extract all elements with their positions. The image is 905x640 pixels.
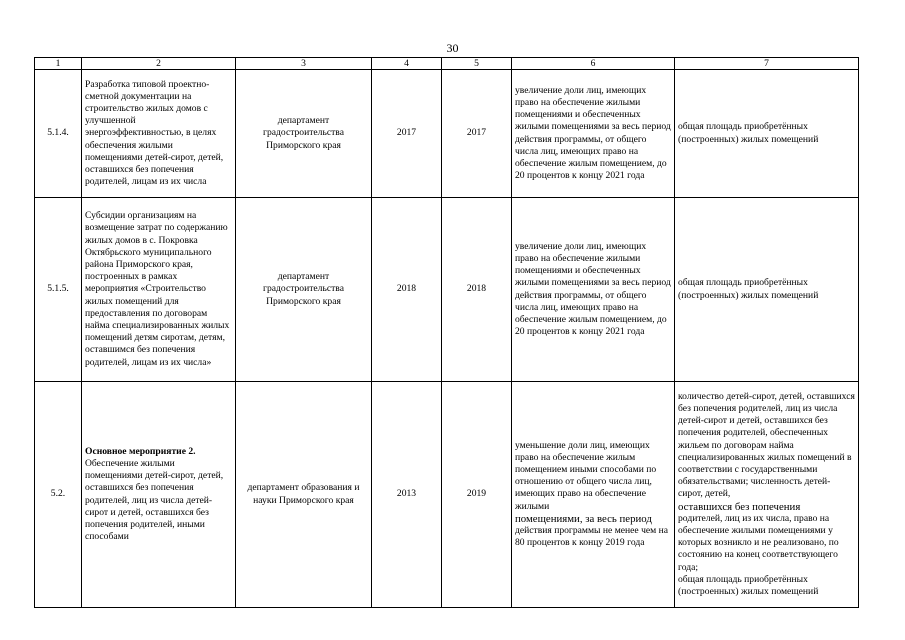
table-row [35, 382, 859, 608]
activity-name: Разработка типовой проектно-сметной документации на строительство жилых домов с улучшенной энергоэффективностью, в целях обеспечения жилыми помещениями детей-сирот, детей, оставшихся без попечения родителей, лицам из их числа [82, 70, 236, 198]
indicator: общая площадь приобретённых (построенных) жилых помещений [675, 198, 859, 382]
page-number: 30 [446, 41, 459, 55]
indicator-part-a: количество детей-сирот, детей, оставшихся без попечения родителей, лиц из числа детей-сирот и детей, оставшихся без попечения родителей, обеспеченных жильем по договорам найма специализированных жилых помещений в соответствии с государственными обязательствами; численность детей-сирот, детей, [678, 390, 855, 500]
executor: департамент градостроительства Приморского края [236, 70, 372, 198]
expected-result: увеличение доли лиц, имеющих право на обеспечение жилыми помещениями и обеспеченных жилыми помещениями за весь период действия программы, от общего числа лиц, имеющих право на обеспечение жилым помещением, до 20 процентов к концу 2021 года [512, 198, 675, 382]
indicator-part-b: оставшихся без попечения [678, 500, 801, 513]
header-cell-7: 7 [675, 58, 859, 70]
header-cell-1: 1 [35, 58, 82, 70]
header-row [35, 58, 859, 70]
main-activity-title: Основное мероприятие 2. [85, 445, 196, 457]
activity-name: Обеспечение жилыми помещениями детей-сирот, детей, оставшихся без попечения родителей, лиц из числа детей-сирот и детей, оставшихся без попечения родителей, иными способами [85, 457, 224, 543]
indicator-cell [675, 382, 859, 608]
start-year: 2013 [372, 382, 442, 608]
indicator-part-d: общая площадь приобретённых (построенных) жилых помещений [678, 573, 819, 598]
indicator: общая площадь приобретённых (построенных) жилых помещений [675, 70, 859, 198]
expected-result: увеличение доли лиц, имеющих право на обеспечение жилыми помещениями и обеспеченных жилыми помещениями за весь период действия программы, от общего числа лиц, имеющих право на обеспечение жилым помещением, до 20 процентов к концу 2021 года [512, 70, 675, 198]
row-number: 5.2. [35, 382, 82, 608]
end-year: 2018 [442, 198, 512, 382]
start-year: 2017 [372, 70, 442, 198]
table-row [35, 198, 859, 382]
table-row [35, 70, 859, 198]
header-cell-3: 3 [236, 58, 372, 70]
row-number: 5.1.5. [35, 198, 82, 382]
header-cell-5: 5 [442, 58, 512, 70]
header-cell-2: 2 [82, 58, 236, 70]
end-year: 2019 [442, 382, 512, 608]
expected-result-part-a: уменьшение доли лиц, имеющих право на обеспечение жилым помещением иными способами по отношению от общего числа лиц, имеющих право на обеспечение жилыми [515, 439, 657, 512]
program-activities-table [34, 57, 859, 608]
executor: департамент градостроительства Приморского края [236, 198, 372, 382]
expected-result-part-c: действия программы не менее чем на 80 процентов к концу 2019 года [515, 525, 669, 549]
expected-result-part-b: помещениями, за весь период [515, 512, 652, 525]
executor: департамент образования и науки Приморского края [236, 382, 372, 608]
expected-result-cell [512, 382, 675, 608]
start-year: 2018 [372, 198, 442, 382]
header-cell-6: 6 [512, 58, 675, 70]
indicator-part-c: родителей, лиц из их числа, право на обеспечение жилыми помещениями у которых возникло и не реализовано, по состоянию на конец соответствующего года; [678, 512, 839, 573]
activity-name-cell [82, 382, 236, 608]
activity-name: Субсидии организациям на возмещение затрат по содержанию жилых домов в с. Покровка Октябрьского муниципального района Приморского края, построенных в рамках мероприятия «Строительство жилых помещений для предоставления по договорам найма специализированных жилых помещений детям сиротам, детям, оставшимся без попечения родителей, лицам из их числа» [82, 198, 236, 382]
row-number: 5.1.4. [35, 70, 82, 198]
header-cell-4: 4 [372, 58, 442, 70]
end-year: 2017 [442, 70, 512, 198]
